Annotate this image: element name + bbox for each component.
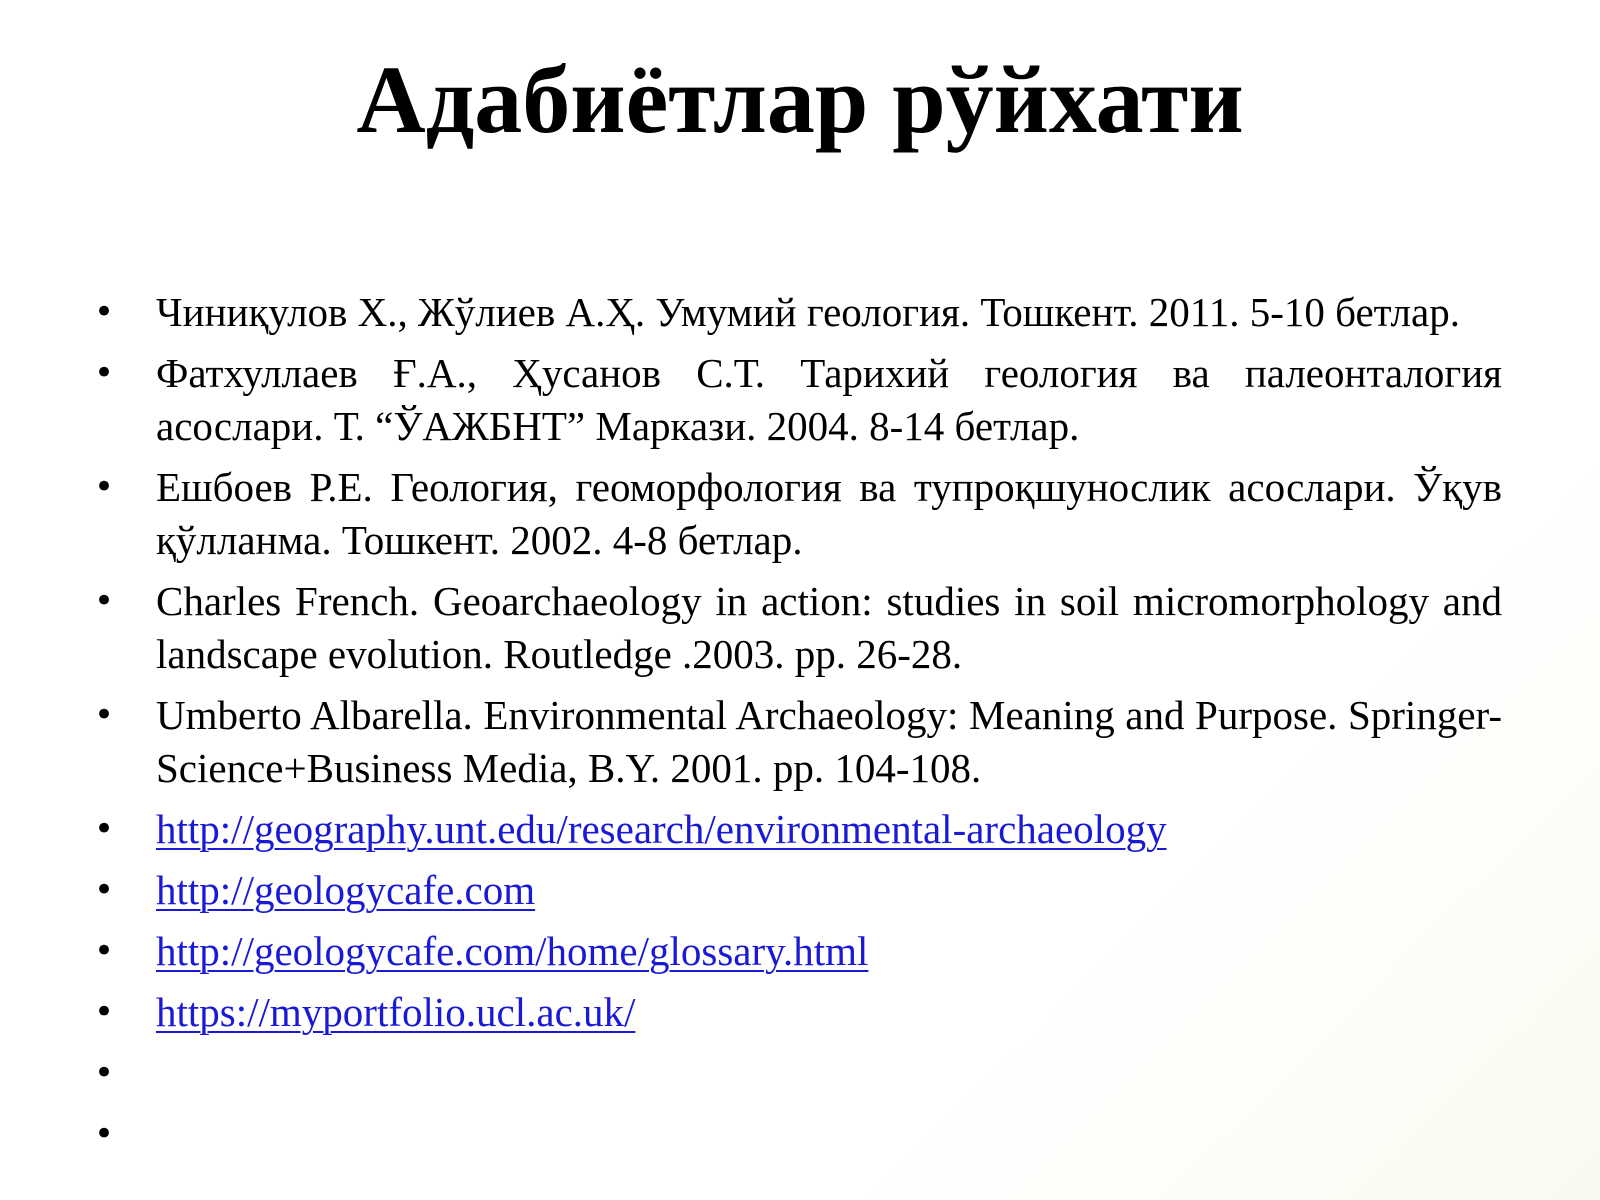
reference-item bbox=[0, 347, 1600, 453]
bullet-icon: • bbox=[94, 870, 115, 910]
reference-item bbox=[0, 286, 1600, 339]
reference-text: Charles French. Geoarchaeology in action: studies in soil micromorphology and landscape evolution. Routledge .2003. pp. 26-28. bbox=[156, 578, 1502, 677]
reference-link-item bbox=[0, 803, 1600, 856]
reference-link[interactable]: http://geography.unt.edu/research/environmental-archaeology bbox=[156, 806, 1167, 852]
reference-text: Фатхуллаев Ғ.А., Ҳусанов С.Т. Тарихий геология ва палеонталогия асослари. Т. “ЎАЖБНТ” Маркази. 2004. 8-14 бетлар. bbox=[156, 350, 1502, 449]
reference-link-item bbox=[0, 864, 1600, 917]
reference-text: Чиниқулов Х., Жўлиев А.Ҳ. Умумий геология. Тошкент. 2011. 5-10 бетлар. bbox=[156, 289, 1460, 335]
reference-item bbox=[0, 575, 1600, 681]
page-title: Адабиётлар рўйхати bbox=[356, 46, 1244, 153]
reference-link-item bbox=[0, 925, 1600, 978]
bullet-icon: • bbox=[94, 809, 115, 849]
empty-list-item bbox=[0, 1047, 1600, 1100]
bullet-icon: • bbox=[94, 581, 115, 621]
reference-item bbox=[0, 689, 1600, 795]
reference-link[interactable]: https://myportfolio.ucl.ac.uk/ bbox=[156, 989, 636, 1035]
empty-list-item bbox=[0, 1108, 1600, 1161]
reference-link-item bbox=[0, 986, 1600, 1039]
bullet-icon: • bbox=[94, 1053, 115, 1093]
bullet-icon: • bbox=[94, 695, 115, 735]
bullet-icon: • bbox=[94, 1114, 115, 1154]
bullet-icon: • bbox=[94, 992, 115, 1032]
reference-text: Ешбоев Р.Е. Геология, геоморфология ва тупроқшунослик асослари. Ўқув қўлланма. Тошкент. 2002. 4-8 бетлар. bbox=[156, 464, 1502, 563]
bullet-icon: • bbox=[94, 353, 115, 393]
reference-list bbox=[0, 286, 1600, 1169]
bullet-icon: • bbox=[94, 292, 115, 332]
reference-link[interactable]: http://geologycafe.com bbox=[156, 867, 536, 913]
reference-text: Umberto Albarella. Environmental Archaeology: Meaning and Purpose. Springer-Science+Business Media, B.Y. 2001. pp. 104-108. bbox=[156, 692, 1502, 791]
bullet-icon: • bbox=[94, 467, 115, 507]
reference-link[interactable]: http://geologycafe.com/home/glossary.html bbox=[156, 928, 869, 974]
bullet-icon: • bbox=[94, 931, 115, 971]
reference-item bbox=[0, 461, 1600, 567]
